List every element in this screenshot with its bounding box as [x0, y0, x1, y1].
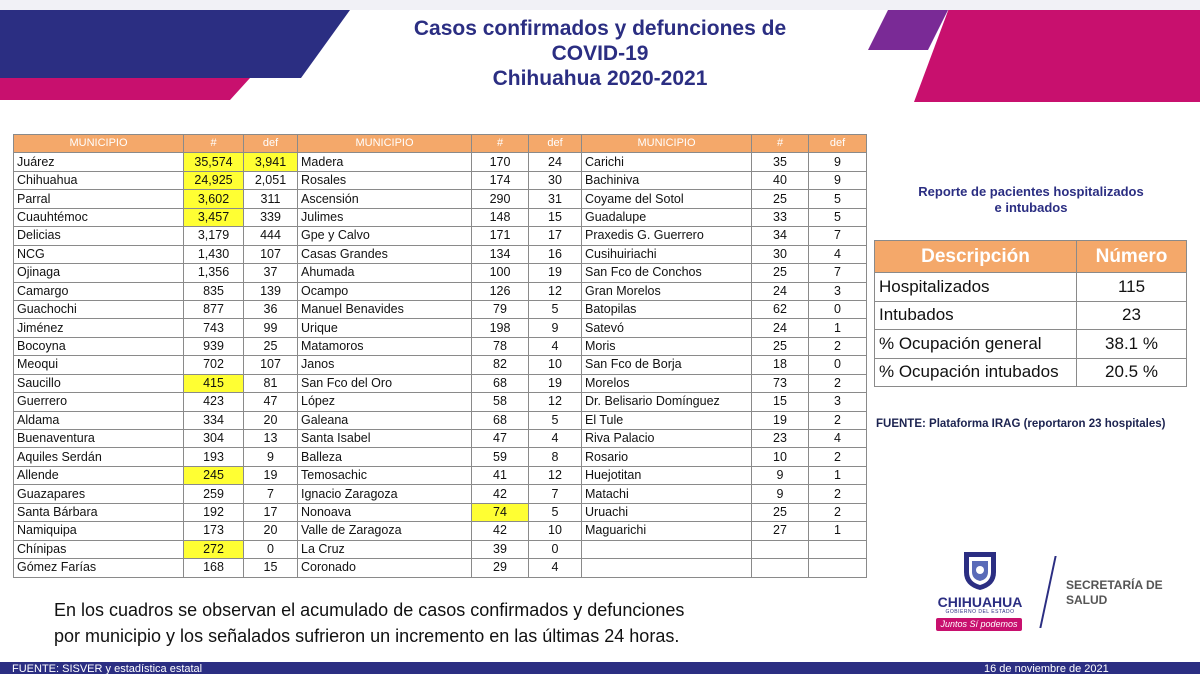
title-line-2: COVID-19: [551, 42, 649, 65]
deaths-cell: 15: [529, 208, 582, 226]
deaths-cell: 12: [529, 282, 582, 300]
deaths-cell: 4: [809, 430, 867, 448]
deaths-cell: 339: [244, 208, 298, 226]
header-municipio-1: MUNICIPIO: [14, 135, 184, 153]
cases-cell: 74: [472, 503, 529, 521]
municipio-cell: Parral: [14, 190, 184, 208]
municipio-cell: Santa Bárbara: [14, 503, 184, 521]
municipio-cell: Ignacio Zaragoza: [298, 485, 472, 503]
municipio-cell: [582, 540, 752, 558]
deaths-cell: 30: [529, 171, 582, 189]
municipio-cell: Balleza: [298, 448, 472, 466]
municipio-cell: Riva Palacio: [582, 430, 752, 448]
municipio-cell: Cusihuiriachi: [582, 245, 752, 263]
table-row: [14, 356, 867, 374]
deaths-cell: 7: [529, 485, 582, 503]
municipio-cell: Guadalupe: [582, 208, 752, 226]
deaths-cell: 37: [244, 264, 298, 282]
cases-cell: 334: [184, 411, 244, 429]
report-value: 38.1 %: [1077, 330, 1187, 359]
deaths-cell: 9: [809, 171, 867, 189]
deaths-cell: 24: [529, 153, 582, 171]
deaths-cell: 2: [809, 374, 867, 392]
municipio-cell: [582, 559, 752, 577]
deaths-cell: 4: [809, 245, 867, 263]
municipio-cell: Meoqui: [14, 356, 184, 374]
municipio-cell: Matachi: [582, 485, 752, 503]
table-row: [14, 485, 867, 503]
cases-cell: 58: [472, 393, 529, 411]
municipio-cell: Buenaventura: [14, 430, 184, 448]
municipio-cell: López: [298, 393, 472, 411]
page-title: [360, 16, 840, 91]
secretaria-line-2: SALUD: [1066, 593, 1108, 607]
deaths-cell: 107: [244, 356, 298, 374]
deaths-cell: 31: [529, 190, 582, 208]
table-row: [14, 559, 867, 577]
cases-cell: 78: [472, 337, 529, 355]
municipio-cell: Cuauhtémoc: [14, 208, 184, 226]
cases-cell: 10: [752, 448, 809, 466]
municipio-cell: Coronado: [298, 559, 472, 577]
municipio-cell: Allende: [14, 466, 184, 484]
deaths-cell: 7: [809, 227, 867, 245]
deaths-cell: 0: [809, 356, 867, 374]
municipio-cell: Camargo: [14, 282, 184, 300]
cases-cell: 198: [472, 319, 529, 337]
cases-cell: 100: [472, 264, 529, 282]
municipio-cell: Aldama: [14, 411, 184, 429]
header-deaths-3: def: [809, 135, 867, 153]
deaths-cell: 5: [529, 300, 582, 318]
cases-cell: 835: [184, 282, 244, 300]
cases-cell: 47: [472, 430, 529, 448]
report-row: [875, 330, 1187, 359]
municipio-cell: Uruachi: [582, 503, 752, 521]
table-row: [14, 153, 867, 171]
municipio-cell: Jiménez: [14, 319, 184, 337]
deaths-cell: 19: [529, 264, 582, 282]
report-row: [875, 273, 1187, 302]
cases-cell: 29: [472, 559, 529, 577]
table-row: [14, 448, 867, 466]
municipio-cell: Rosales: [298, 171, 472, 189]
deaths-cell: 3: [809, 282, 867, 300]
cases-cell: 173: [184, 522, 244, 540]
municipio-cell: NCG: [14, 245, 184, 263]
municipio-cell: Ocampo: [298, 282, 472, 300]
header-cases-2: #: [472, 135, 529, 153]
deaths-cell: 311: [244, 190, 298, 208]
cases-cell: 30: [752, 245, 809, 263]
deaths-cell: 20: [244, 522, 298, 540]
cases-cell: 134: [472, 245, 529, 263]
deaths-cell: 4: [529, 430, 582, 448]
cases-cell: 193: [184, 448, 244, 466]
cases-cell: 1,430: [184, 245, 244, 263]
cases-cell: [752, 559, 809, 577]
municipio-cell: Urique: [298, 319, 472, 337]
municipio-cell: Chihuahua: [14, 171, 184, 189]
deaths-cell: 2: [809, 337, 867, 355]
cases-cell: 68: [472, 411, 529, 429]
header-deaths-2: def: [529, 135, 582, 153]
municipio-cell: Ojinaga: [14, 264, 184, 282]
deaths-cell: 12: [529, 393, 582, 411]
deaths-cell: 2: [809, 411, 867, 429]
cases-cell: 1,356: [184, 264, 244, 282]
report-title: [878, 184, 1184, 216]
title-line-3: Chihuahua 2020-2021: [492, 67, 708, 90]
municipio-cell: Satevó: [582, 319, 752, 337]
cases-cell: 148: [472, 208, 529, 226]
cases-cell: 41: [472, 466, 529, 484]
logo-wordmark: CHIHUAHUA: [937, 594, 1023, 610]
report-label: Hospitalizados: [875, 273, 1077, 302]
deaths-cell: 36: [244, 300, 298, 318]
municipio-cell: Gpe y Calvo: [298, 227, 472, 245]
deaths-cell: 9: [244, 448, 298, 466]
municipio-cell: Madera: [298, 153, 472, 171]
cases-cell: 171: [472, 227, 529, 245]
cases-cell: 82: [472, 356, 529, 374]
logo-subtitle: GOBIERNO DEL ESTADO: [945, 609, 1015, 615]
municipio-cell: Guazapares: [14, 485, 184, 503]
municipio-cell: Coyame del Sotol: [582, 190, 752, 208]
cases-cell: 24,925: [184, 171, 244, 189]
municipio-cell: Saucillo: [14, 374, 184, 392]
deaths-cell: 5: [809, 208, 867, 226]
table-row: [14, 282, 867, 300]
cases-cell: 877: [184, 300, 244, 318]
header-deaths-1: def: [244, 135, 298, 153]
table-body: [14, 153, 867, 577]
header-municipio-2: MUNICIPIO: [298, 135, 472, 153]
cases-cell: 9: [752, 466, 809, 484]
table-row: [14, 245, 867, 263]
header-cases-3: #: [752, 135, 809, 153]
deaths-cell: 13: [244, 430, 298, 448]
municipio-cell: Dr. Belisario Domínguez: [582, 393, 752, 411]
deaths-cell: 3,941: [244, 153, 298, 171]
state-shield-icon: [958, 548, 1002, 592]
municipio-cell: Aquiles Serdán: [14, 448, 184, 466]
cases-cell: 168: [184, 559, 244, 577]
cases-cell: 743: [184, 319, 244, 337]
deaths-cell: 7: [244, 485, 298, 503]
cases-cell: 40: [752, 171, 809, 189]
cases-cell: 304: [184, 430, 244, 448]
deaths-cell: 444: [244, 227, 298, 245]
municipio-cell: Temosachic: [298, 466, 472, 484]
report-title-line-1: Reporte de pacientes hospitalizados: [918, 184, 1144, 199]
deaths-cell: 3: [809, 393, 867, 411]
deaths-cell: 2,051: [244, 171, 298, 189]
cases-cell: 23: [752, 430, 809, 448]
deaths-cell: 2: [809, 448, 867, 466]
deaths-cell: 15: [244, 559, 298, 577]
table-row: [14, 319, 867, 337]
deaths-cell: 1: [809, 466, 867, 484]
deaths-cell: 9: [529, 319, 582, 337]
municipio-cell: Huejotitan: [582, 466, 752, 484]
cases-cell: 290: [472, 190, 529, 208]
deaths-cell: 4: [529, 337, 582, 355]
deaths-cell: 107: [244, 245, 298, 263]
report-label: % Ocupación intubados: [875, 358, 1077, 387]
report-row: [875, 301, 1187, 330]
cases-cell: 59: [472, 448, 529, 466]
deaths-cell: 19: [244, 466, 298, 484]
table-row: [14, 522, 867, 540]
report-source: FUENTE: Plataforma IRAG (reportaron 23 hospitales): [876, 418, 1166, 430]
deaths-cell: 0: [244, 540, 298, 558]
municipio-cell: La Cruz: [298, 540, 472, 558]
note-line-1: En los cuadros se observan el acumulado de casos confirmados y defunciones: [54, 600, 685, 620]
report-row: [875, 358, 1187, 387]
municipio-cell: San Fco del Oro: [298, 374, 472, 392]
table-row: [14, 190, 867, 208]
municipio-cell: Guerrero: [14, 393, 184, 411]
municipio-cell: Chínipas: [14, 540, 184, 558]
deaths-cell: 5: [529, 503, 582, 521]
deaths-cell: 0: [529, 540, 582, 558]
cases-cell: 34: [752, 227, 809, 245]
top-strip: [0, 0, 1200, 10]
municipio-cell: Moris: [582, 337, 752, 355]
cases-cell: 245: [184, 466, 244, 484]
cases-cell: 25: [752, 503, 809, 521]
cases-cell: [752, 540, 809, 558]
table-row: [14, 466, 867, 484]
deaths-cell: 17: [529, 227, 582, 245]
municipio-cell: Manuel Benavides: [298, 300, 472, 318]
deaths-cell: 9: [809, 153, 867, 171]
report-value: 20.5 %: [1077, 358, 1187, 387]
deaths-cell: 5: [529, 411, 582, 429]
municipio-cell: Guachochi: [14, 300, 184, 318]
table-row: [14, 540, 867, 558]
cases-cell: 25: [752, 190, 809, 208]
municipio-cell: El Tule: [582, 411, 752, 429]
municipio-cell: Matamoros: [298, 337, 472, 355]
municipio-cell: Casas Grandes: [298, 245, 472, 263]
municipio-cell: Ahumada: [298, 264, 472, 282]
header-cases-1: #: [184, 135, 244, 153]
municipio-cell: Carichi: [582, 153, 752, 171]
banner-blue-left: [0, 10, 350, 78]
cases-cell: 42: [472, 522, 529, 540]
cases-cell: 24: [752, 282, 809, 300]
deaths-cell: 1: [809, 522, 867, 540]
secretaria-line-1: SECRETARÍA DE: [1066, 578, 1163, 592]
table-row: [14, 411, 867, 429]
cases-cell: 174: [472, 171, 529, 189]
municipio-cell: Galeana: [298, 411, 472, 429]
deaths-cell: 1: [809, 319, 867, 337]
municipio-cell: Santa Isabel: [298, 430, 472, 448]
deaths-cell: 10: [529, 356, 582, 374]
logo-divider: [1039, 556, 1056, 628]
cases-cell: 73: [752, 374, 809, 392]
municipio-cell: San Fco de Conchos: [582, 264, 752, 282]
table-row: [14, 393, 867, 411]
table-row: [14, 374, 867, 392]
table-row: [14, 264, 867, 282]
cases-cell: 3,457: [184, 208, 244, 226]
cases-cell: 24: [752, 319, 809, 337]
deaths-cell: 2: [809, 503, 867, 521]
municipio-cell: Gómez Farías: [14, 559, 184, 577]
deaths-cell: 47: [244, 393, 298, 411]
deaths-cell: 139: [244, 282, 298, 300]
cases-cell: 33: [752, 208, 809, 226]
cases-cell: 42: [472, 485, 529, 503]
header-municipio-3: MUNICIPIO: [582, 135, 752, 153]
municipio-cell: Valle de Zaragoza: [298, 522, 472, 540]
report-title-line-2: e intubados: [994, 200, 1068, 215]
municipio-cell: Janos: [298, 356, 472, 374]
municipio-cell: Morelos: [582, 374, 752, 392]
footer-date: 16 de noviembre de 2021: [984, 663, 1109, 674]
deaths-cell: 19: [529, 374, 582, 392]
deaths-cell: 7: [809, 264, 867, 282]
table-row: [14, 171, 867, 189]
deaths-cell: 16: [529, 245, 582, 263]
cases-cell: 423: [184, 393, 244, 411]
deaths-cell: 12: [529, 466, 582, 484]
report-label: % Ocupación general: [875, 330, 1077, 359]
municipio-cell: Gran Morelos: [582, 282, 752, 300]
municipio-cell: Julimes: [298, 208, 472, 226]
municipio-cell: Bachiniva: [582, 171, 752, 189]
cases-cell: 415: [184, 374, 244, 392]
cases-cell: 35,574: [184, 153, 244, 171]
table-row: [14, 430, 867, 448]
footer-source: FUENTE: SISVER y estadística estatal: [12, 663, 203, 674]
municipio-cell: Delicias: [14, 227, 184, 245]
deaths-cell: 5: [809, 190, 867, 208]
cases-cell: 272: [184, 540, 244, 558]
deaths-cell: 25: [244, 337, 298, 355]
cases-cell: 27: [752, 522, 809, 540]
cases-cell: 192: [184, 503, 244, 521]
table-header-row: [14, 135, 867, 153]
cases-cell: 259: [184, 485, 244, 503]
cases-cell: 702: [184, 356, 244, 374]
cases-cell: 68: [472, 374, 529, 392]
municipio-cell: Juárez: [14, 153, 184, 171]
municipio-cell: Namiquipa: [14, 522, 184, 540]
report-header-row: [875, 241, 1187, 273]
cases-cell: 25: [752, 337, 809, 355]
report-header-number: Número: [1077, 241, 1187, 273]
table-row: [14, 337, 867, 355]
municipio-cell: Ascensión: [298, 190, 472, 208]
explanatory-note: [54, 597, 854, 649]
report-label: Intubados: [875, 301, 1077, 330]
deaths-cell: 81: [244, 374, 298, 392]
report-value: 115: [1077, 273, 1187, 302]
municipio-cell: Batopilas: [582, 300, 752, 318]
deaths-cell: 8: [529, 448, 582, 466]
logo-slogan: Juntos Sí podemos: [936, 618, 1022, 631]
deaths-cell: [809, 540, 867, 558]
deaths-cell: [809, 559, 867, 577]
cases-cell: 19: [752, 411, 809, 429]
deaths-cell: 4: [529, 559, 582, 577]
table-row: [14, 300, 867, 318]
hospital-report-table: [874, 240, 1187, 387]
note-line-2: por municipio y los señalados sufrieron un incremento en las últimas 24 horas.: [54, 626, 680, 646]
cases-cell: 25: [752, 264, 809, 282]
municipio-cell: San Fco de Borja: [582, 356, 752, 374]
cases-cell: 939: [184, 337, 244, 355]
cases-cell: 39: [472, 540, 529, 558]
deaths-cell: 10: [529, 522, 582, 540]
secretaria-label: [1066, 578, 1163, 608]
cases-cell: 126: [472, 282, 529, 300]
deaths-cell: 17: [244, 503, 298, 521]
cases-cell: 3,602: [184, 190, 244, 208]
municipio-cell: Rosario: [582, 448, 752, 466]
title-line-1: Casos confirmados y defunciones de: [413, 17, 787, 40]
cases-cell: 79: [472, 300, 529, 318]
municipio-cell: Praxedis G. Guerrero: [582, 227, 752, 245]
banner-magenta-left: [0, 78, 250, 100]
municipality-table: [13, 134, 867, 578]
deaths-cell: 0: [809, 300, 867, 318]
report-value: 23: [1077, 301, 1187, 330]
cases-cell: 9: [752, 485, 809, 503]
cases-cell: 35: [752, 153, 809, 171]
cases-cell: 18: [752, 356, 809, 374]
deaths-cell: 2: [809, 485, 867, 503]
cases-cell: 62: [752, 300, 809, 318]
table-row: [14, 208, 867, 226]
banner-magenta-right: [914, 10, 1200, 102]
cases-cell: 170: [472, 153, 529, 171]
table-row: [14, 503, 867, 521]
cases-cell: 15: [752, 393, 809, 411]
municipio-cell: Maguarichi: [582, 522, 752, 540]
report-header-description: Descripción: [875, 241, 1077, 273]
municipio-cell: Nonoava: [298, 503, 472, 521]
municipio-cell: Bocoyna: [14, 337, 184, 355]
deaths-cell: 20: [244, 411, 298, 429]
cases-cell: 3,179: [184, 227, 244, 245]
table-row: [14, 227, 867, 245]
deaths-cell: 99: [244, 319, 298, 337]
